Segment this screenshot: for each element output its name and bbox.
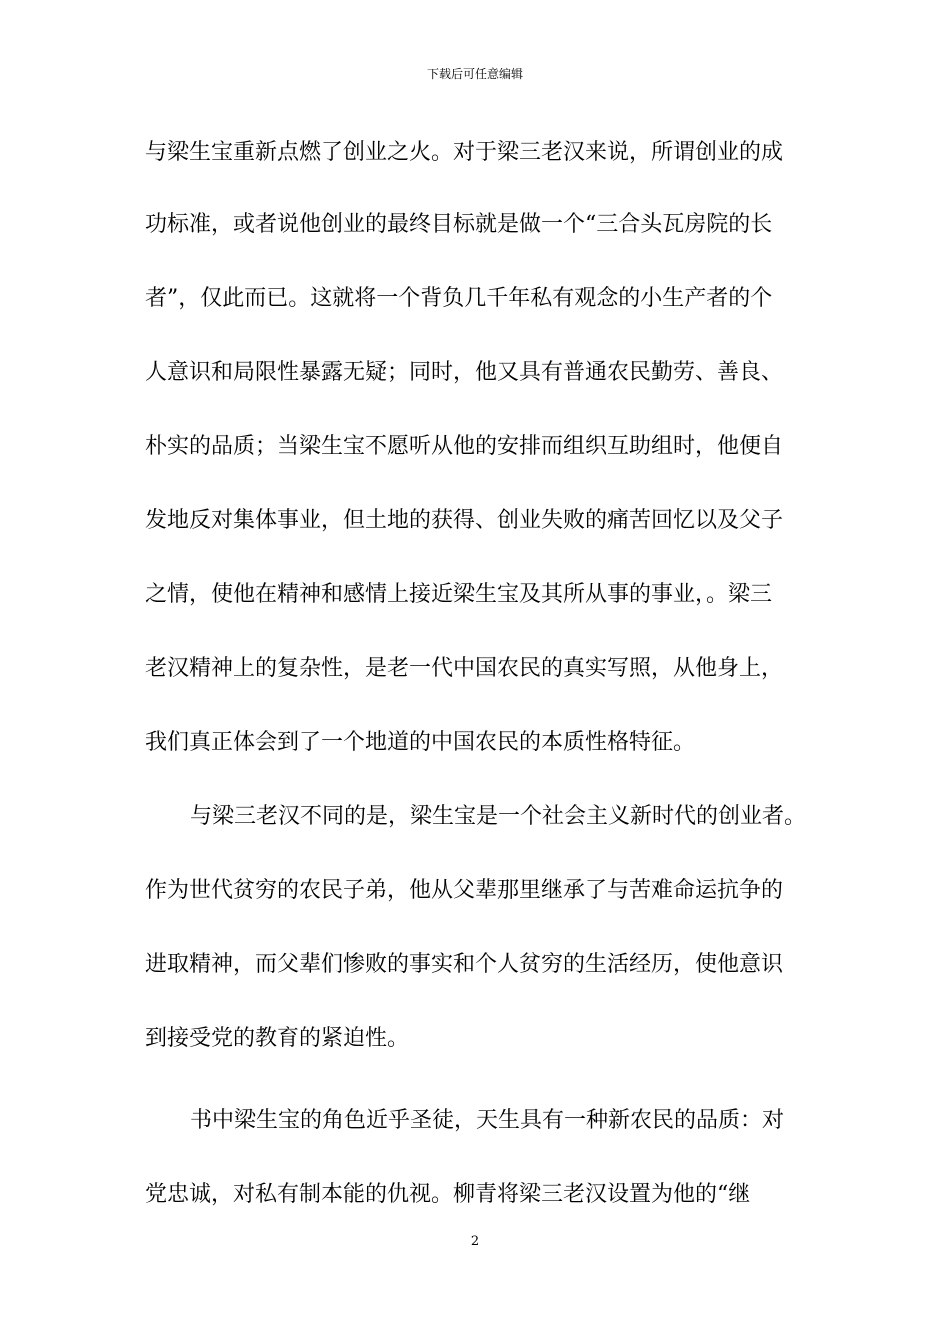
page-number: 2 xyxy=(470,1234,480,1249)
text-line: 朴实的品质；当梁生宝不愿听从他的安排而组织互助组时，他便自 xyxy=(145,434,784,459)
text-line: 功标准，或者说他创业的最终目标就是做一个“三合头瓦房院的长 xyxy=(145,212,773,237)
page-header: 下载后可任意编辑 xyxy=(426,67,523,81)
text-line: 者”，仅此而已。这就将一个背负几千年私有观念的小生产者的个 xyxy=(145,286,773,311)
paragraph-first-line: 与梁三老汉不同的是，梁生宝是一个社会主义新时代的创业者。 xyxy=(190,804,807,829)
text-line: 发地反对集体事业，但土地的获得、创业失败的痛苦回忆以及父子 xyxy=(145,508,784,533)
text-line: 人意识和局限性暴露无疑；同时，他又具有普通农民勤劳、善良、 xyxy=(145,360,784,385)
text-line: 老汉精神上的复杂性，是老一代中国农民的真实写照，从他身上， xyxy=(145,656,784,681)
text-line: 之情，使他在精神和感情上接近梁生宝及其所从事的事业，。梁三 xyxy=(145,582,773,607)
text-line: 到接受党的教育的紧迫性。 xyxy=(145,1026,410,1051)
paragraph-first-line: 书中梁生宝的角色近乎圣徒，天生具有一种新农民的品质：对 xyxy=(190,1108,785,1133)
text-line: 与梁生宝重新点燃了创业之火。对于梁三老汉来说，所谓创业的成 xyxy=(145,140,784,165)
text-line: 作为世代贫穷的农民子弟，他从父辈那里继承了与苦难命运抗争的 xyxy=(145,878,784,903)
text-line: 我们真正体会到了一个地道的中国农民的本质性格特征。 xyxy=(145,730,696,755)
text-line: 党忠诚，对私有制本能的仇视。柳青将梁三老汉设置为他的“继 xyxy=(145,1182,751,1207)
text-line: 进取精神，而父辈们惨败的事实和个人贫穷的生活经历，使他意识 xyxy=(145,952,784,977)
